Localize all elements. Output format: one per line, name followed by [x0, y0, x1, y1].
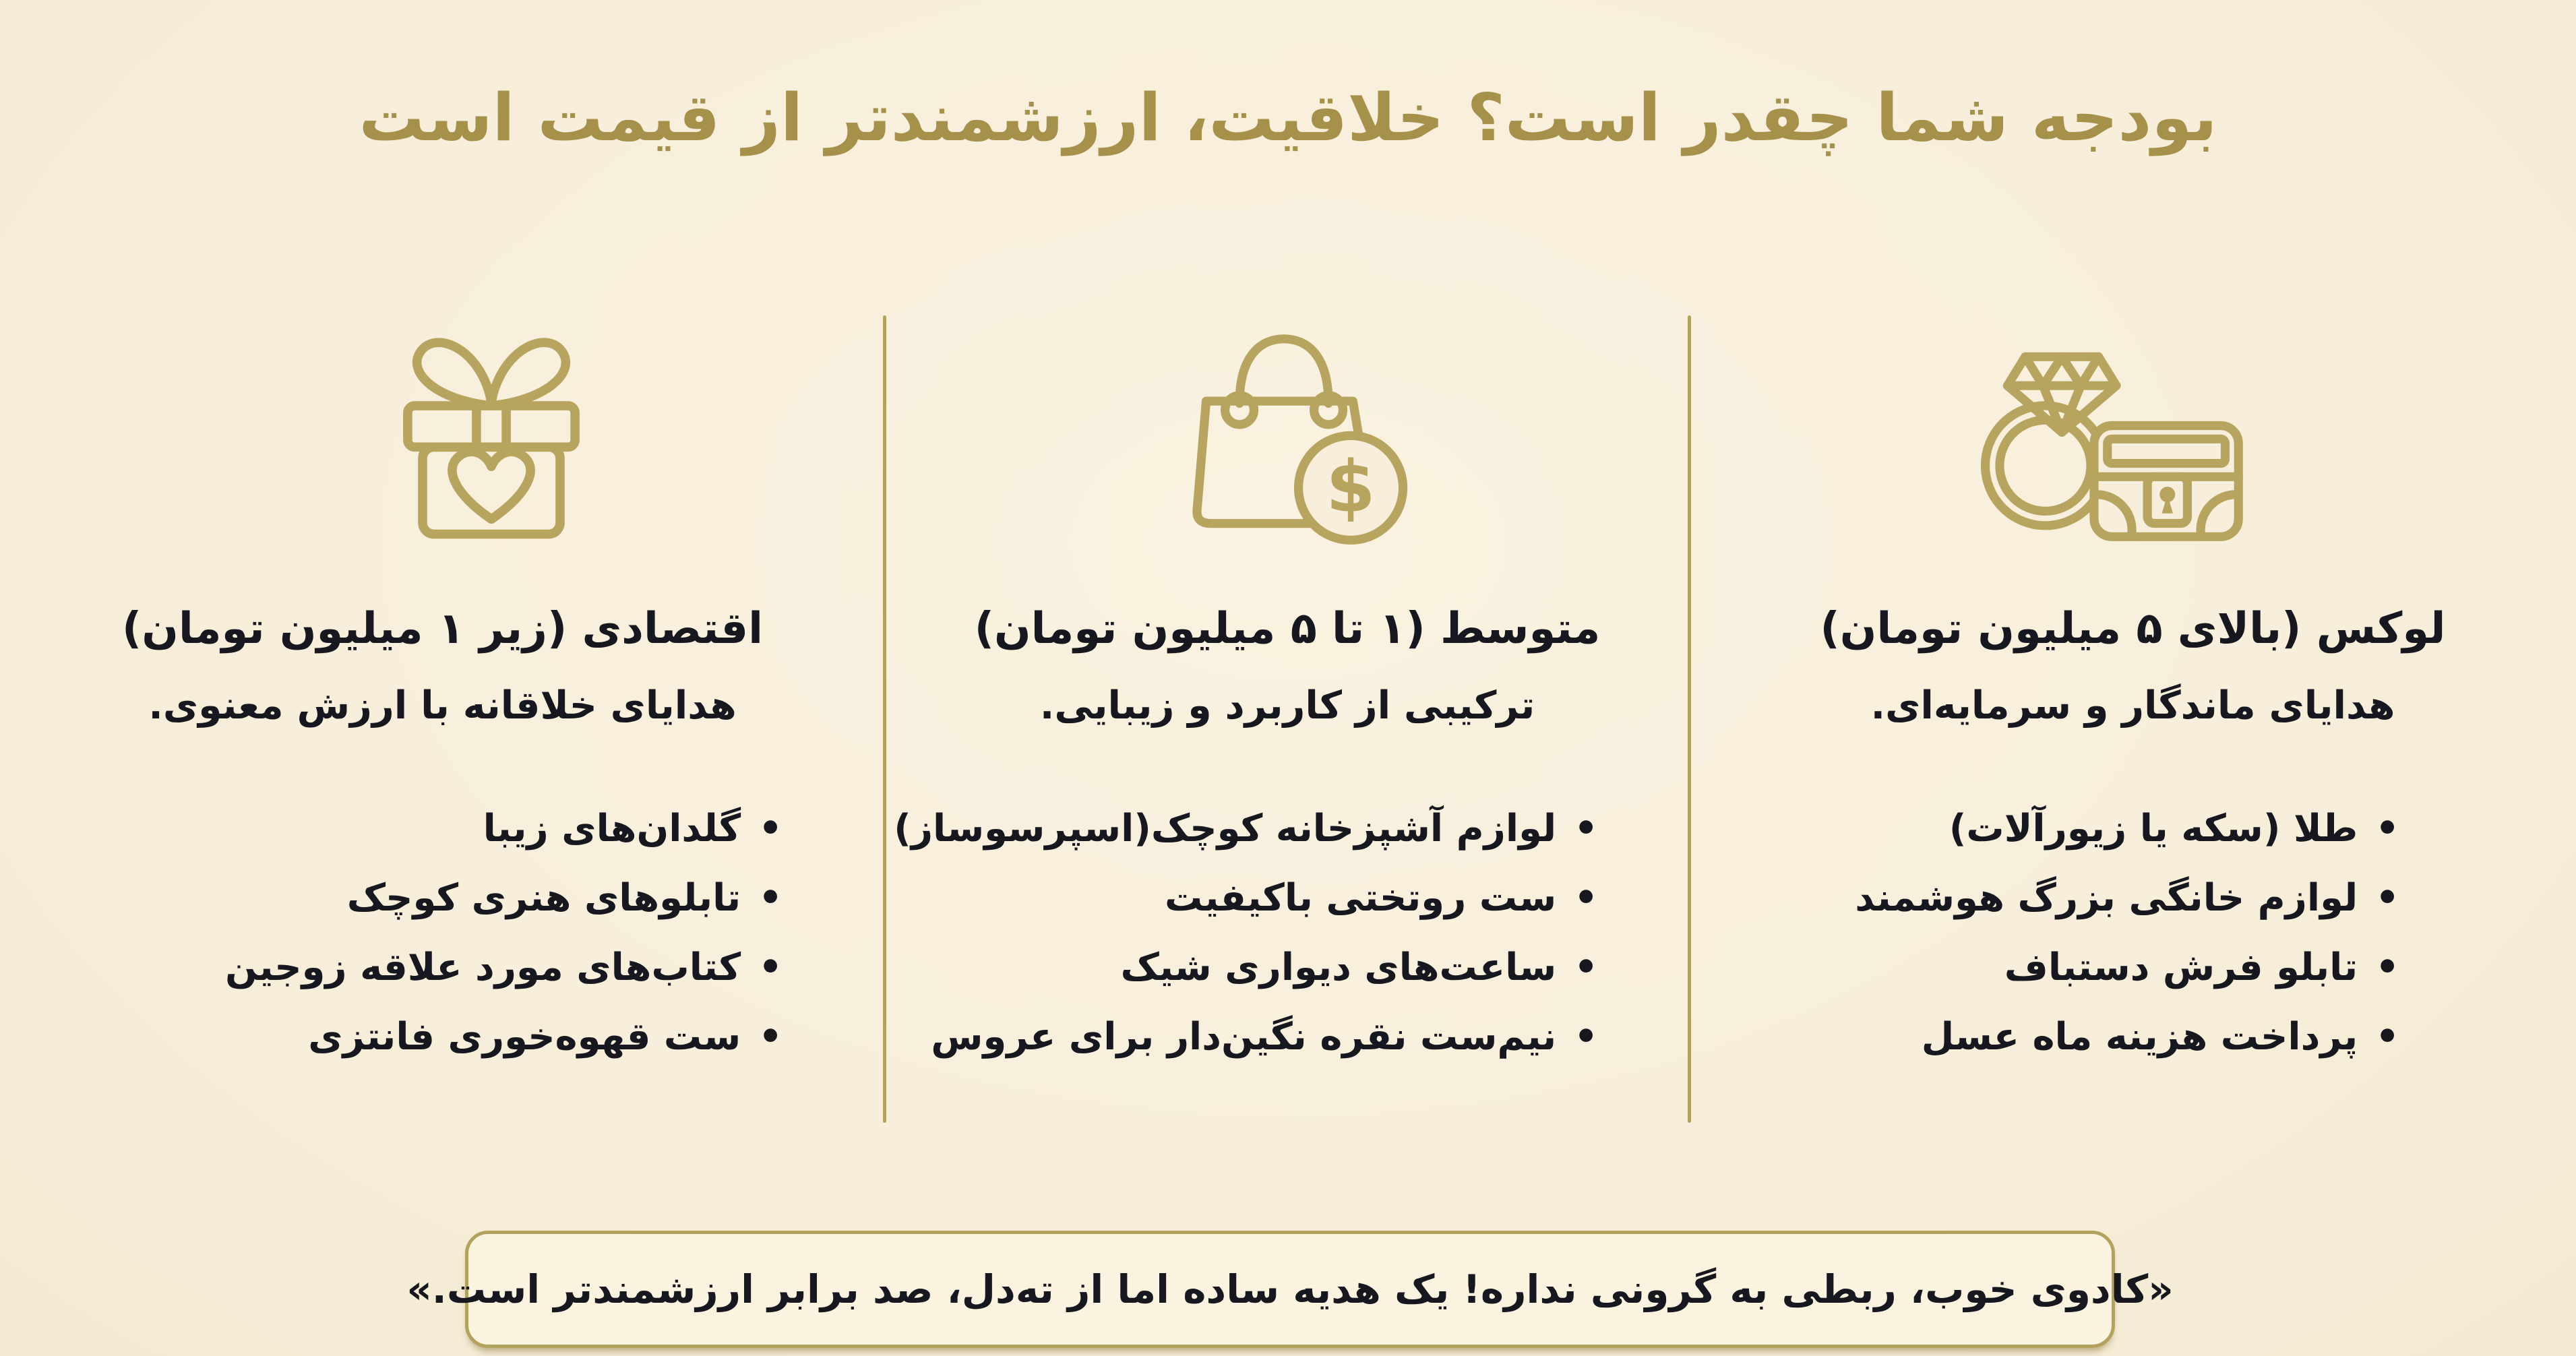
list-item — [1855, 863, 2399, 933]
column-heading: اقتصادی (زیر ۱ میلیون تومان) — [121, 604, 764, 654]
diamond-ring-treasure-chest-icon — [1974, 305, 2252, 569]
gift-ideas-list — [1855, 794, 2399, 1072]
list-item — [225, 1002, 783, 1072]
gift-heart-icon — [377, 305, 606, 569]
list-item-label: کتاب‌های مورد علاقه زوجین — [224, 946, 741, 990]
list-item-label: گلدان‌های زیبا — [483, 807, 741, 851]
list-item-label: ساعت‌های دیواری شیک — [1120, 946, 1557, 990]
column-heading: متوسط (۱ تا ۵ میلیون تومان) — [974, 604, 1601, 654]
list-item — [1855, 1002, 2399, 1072]
list-item-label: طلا (سکه یا زیورآلات) — [1949, 807, 2358, 851]
list-item — [894, 794, 1598, 863]
column-subtitle: هدایای ماندگار و سرمایه‌ای. — [1870, 683, 2395, 728]
list-item — [225, 933, 783, 1002]
quote-text: «کادوی خوب، ربطی به گرونی نداره! یک هدیه ساده اما از ته‌دل، صد برابر ارزشمندتر است.» — [406, 1266, 2174, 1312]
list-item — [225, 794, 783, 863]
gift-ideas-list — [225, 794, 783, 1072]
list-item-label: ست روتختی باکیفیت — [1164, 876, 1557, 921]
budget-column-medium — [885, 305, 1690, 1072]
list-item — [894, 863, 1598, 933]
list-item-label: لوازم آشپزخانه کوچک(اسپرسوساز) — [894, 807, 1557, 851]
column-subtitle: ترکیبی از کاربرد و زیبایی. — [1039, 683, 1535, 728]
budget-column-economic — [0, 305, 885, 1072]
list-item — [1855, 794, 2399, 863]
list-item-label: لوازم خانگی بزرگ هوشمند — [1855, 876, 2358, 921]
list-item-label: پرداخت هزینه ماه عسل — [1921, 1015, 2358, 1059]
list-item-label: تابلوهای هنری کوچک — [346, 876, 741, 921]
page-title: بودجه شما چقدر است؟ خلاقیت، ارزشمندتر از قیمت است — [359, 80, 2217, 156]
list-item — [225, 863, 783, 933]
list-item-label: ست قهوه‌خوری فانتزی — [308, 1015, 741, 1059]
shopping-bag-dollar-icon — [1159, 305, 1415, 569]
budget-column-luxury — [1690, 305, 2576, 1072]
column-subtitle: هدایای خلاقانه با ارزش معنوی. — [148, 683, 737, 728]
gift-ideas-list — [894, 794, 1598, 1072]
list-item-label: نیم‌ست نقره نگین‌دار برای عروس — [931, 1015, 1557, 1059]
list-item — [894, 1002, 1598, 1072]
dollar-sign-glyph: $ — [1326, 445, 1376, 528]
list-item — [894, 933, 1598, 1002]
list-item-label: تابلو فرش دستباف — [2004, 946, 2358, 990]
quote-box — [406, 1231, 2174, 1348]
column-heading: لوکس (بالای ۵ میلیون تومان) — [1820, 604, 2446, 654]
list-item — [1855, 933, 2399, 1002]
